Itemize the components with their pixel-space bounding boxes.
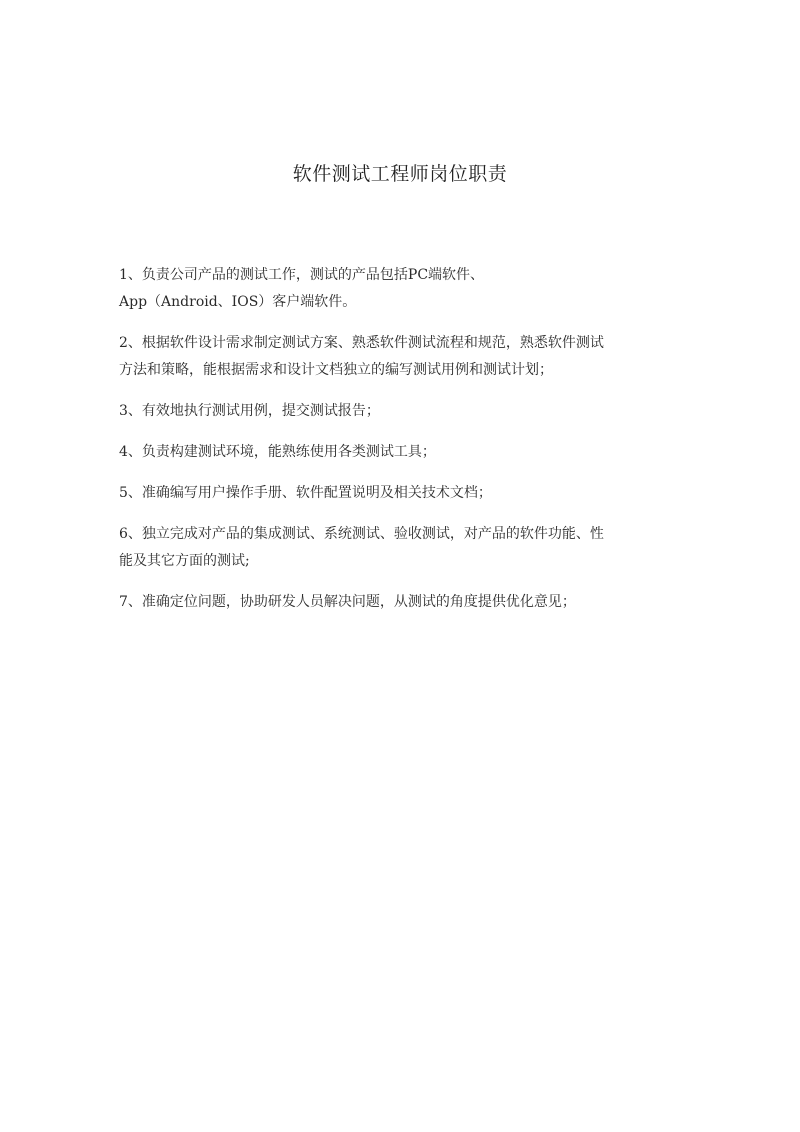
item-text-line: 方法和策略，能根据需求和设计文档独立的编写测试用例和测试计划； [119,362,553,378]
list-item [119,439,689,466]
item-text-line: 5、准确编写用户操作手册、软件配置说明及相关技术文档； [119,485,492,501]
page-title: 软件测试工程师岗位职责 [292,163,508,185]
item-text-line: 能及其它方面的测试; [119,553,250,569]
item-text-line: 6、独立完成对产品的集成测试、系统测试、验收测试，对产品的软件功能、性 [119,526,604,542]
item-text-line: 7、准确定位问题，协助研发人员解决问题，从测试的角度提供优化意见； [119,594,576,610]
item-text-line: 2、根据软件设计需求制定测试方案、熟悉软件测试流程和规范，熟悉软件测试 [119,335,604,351]
item-text-line: 1、负责公司产品的测试工作，测试的产品包括PC端软件、 [119,267,485,283]
item-text-line: App（Android、IOS）客户端软件。 [119,294,357,310]
list-item [119,330,689,384]
responsibility-list [119,262,689,630]
item-text-line: 3、有效地执行测试用例，提交测试报告； [119,403,380,419]
list-item [119,521,689,575]
list-item [119,262,689,316]
list-item [119,589,689,616]
list-item [119,398,689,425]
list-item [119,480,689,507]
item-text-line: 4、负责构建测试环境，能熟练使用各类测试工具； [119,444,436,460]
